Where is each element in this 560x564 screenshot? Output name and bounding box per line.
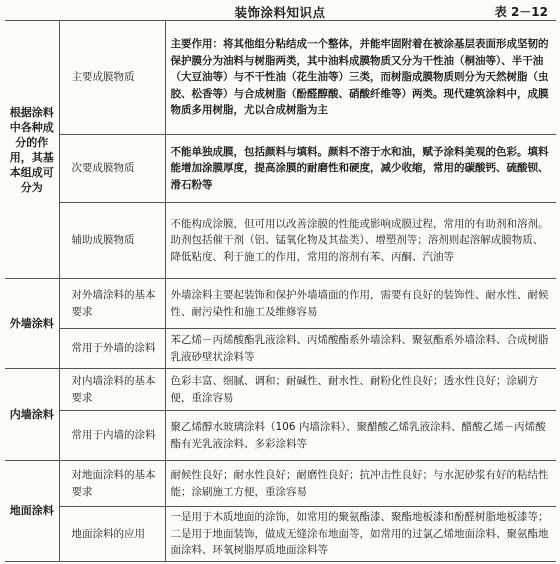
item-cell: 对外墙涂料的基本要求 [59,279,165,329]
category-cell: 地面涂料 [5,461,59,562]
table-number: 表 2－12 [494,5,548,19]
category-cell: 外墙涂料 [5,279,59,369]
item-cell: 对地面涂料的基本要求 [59,461,165,507]
table-title: 装饰涂料知识点 [234,5,326,20]
table-row [5,329,556,369]
item-cell: 对内墙涂料的基本要求 [59,369,165,411]
table-row [5,461,556,507]
item-cell: 辅助成膜物质 [59,203,165,279]
table-row [5,21,556,135]
content-cell: 一是用于木质地面的涂饰，如常用的聚氨酯漆、聚酯地板漆和酚醛树脂地板漆等；二是用于地面装饰，做成无缝涂布地面等，如常用的过氯乙烯地面涂料、聚氨酯地面涂料、环氧树脂厚质地面涂料等 [165,507,556,562]
content-cell: 耐候性良好；耐水性良好；耐磨性良好；抗冲击性良好；与水泥砂浆有好的粘结性能；涂刷施工方便，重涂容易 [165,461,556,507]
item-cell: 主要成膜物质 [59,21,165,135]
content-cell: 外墙涂料主要起装饰和保护外墙墙面的作用，需要有良好的装饰性、耐水性、耐候性、耐污染性和施工及维修容易 [165,279,556,329]
table-row [5,507,556,562]
item-cell: 地面涂料的应用 [59,507,165,562]
content-cell: 主要作用：将其他组分粘结成一个整体，并能牢固附着在被涂基层表面形成坚韧的保护膜分为油料与树脂两类，其中油料成膜物质又分为干性油（桐油等）、半干油（大豆油等）与不干性油（花生油等）三类，而树脂成膜物质则分为天然树脂（虫胶、松香等）与合成树脂（酚醛醇酸、硝酸纤维等）两类。现代建筑涂料中，成膜物质多用树脂，尤以合成树脂为主 [165,21,556,135]
content-cell: 不能单独成膜，包括颜料与填料。颜料不溶于水和油，赋予涂料美观的色彩。填料能增加涂膜厚度，提高涂膜的耐磨性和硬度，减少收缩，常用的碳酸钙、硫酸钡、滑石粉等 [165,135,556,203]
item-cell: 常用于外墙的涂料 [59,329,165,369]
category-cell: 根据涂料中各种成分的作用，其基本组成可分为 [5,21,59,279]
content-cell: 苯乙烯－丙烯酸酯乳液涂料、丙烯酸酯系外墙涂料、聚氨酯系外墙涂料、合成树脂乳液砂壁状涂料等 [165,329,556,369]
table-row [5,135,556,203]
item-cell: 常用于内墙的涂料 [59,411,165,461]
item-cell: 次要成膜物质 [59,135,165,203]
table-row [5,279,556,329]
content-cell: 色彩丰富、细腻、调和；耐碱性、耐水性、耐粉化性良好；透水性良好；涂刷方便，重涂容易 [165,369,556,411]
content-cell: 不能构成涂膜，但可用以改善涂膜的性能或影响成膜过程，常用的有助剂和溶剂。助剂包括催干剂（铝、锰氧化物及其盐类）、增塑剂等；溶剂则起溶解成膜物质、降低粘度、利于施工的作用，常用的溶剂有苯、丙酮、汽油等 [165,203,556,279]
table-row [5,203,556,279]
knowledge-table [5,20,556,562]
table-row [5,411,556,461]
content-cell: 聚乙烯醇水玻璃涂料（106 内墙涂料）、聚醋酸乙烯乳液涂料、醋酸乙烯－丙烯酸酯有光乳液涂料、多彩涂料等 [165,411,556,461]
category-cell: 内墙涂料 [5,369,59,461]
table-row [5,369,556,411]
